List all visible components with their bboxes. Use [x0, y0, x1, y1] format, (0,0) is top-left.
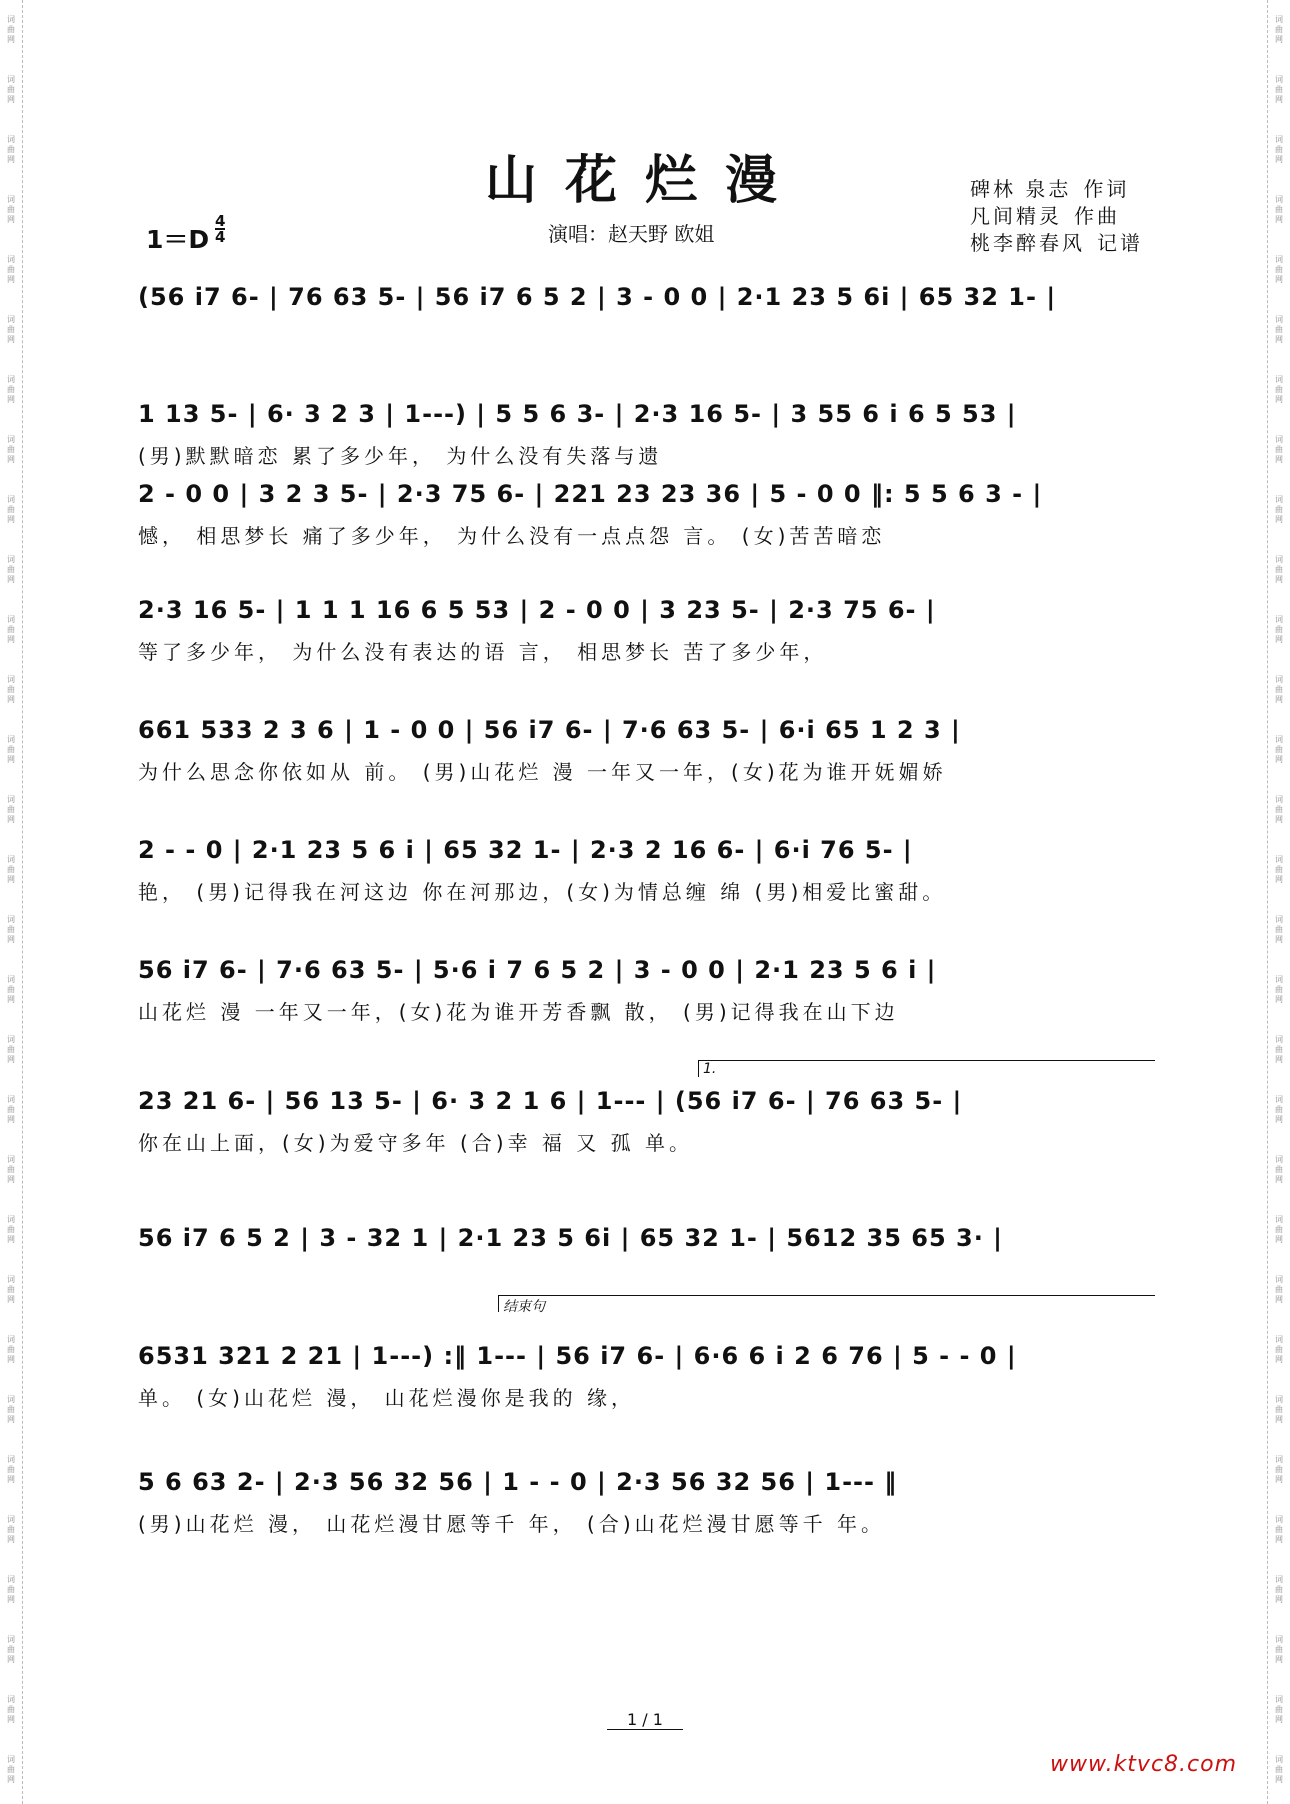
watermark-text: 词 曲 网 — [1275, 855, 1283, 884]
right-watermark-strip — [1267, 0, 1290, 1804]
watermark-text: 词 曲 网 — [7, 135, 15, 164]
lyric-line: 艳， (男)记得我在河这边 你在河那边，(女)为情总缠 绵 (男)相爱比蜜甜。 — [138, 880, 947, 904]
notation-line: 2 - - 0 | 2·1 23 5 6 i | 65 32 1- | 2·3 2 16 6- | 6·i 76 5- | — [138, 836, 913, 864]
watermark-text: 词 曲 网 — [1275, 1695, 1283, 1724]
watermark-text: 词 曲 网 — [7, 1575, 15, 1604]
watermark-text: 词 曲 网 — [1275, 1515, 1283, 1544]
lyric-line: (男)默默暗恋 累了多少年， 为什么没有失落与遗 — [138, 444, 663, 468]
watermark-text: 词 曲 网 — [7, 1275, 15, 1304]
watermark-text: 词 曲 网 — [7, 1755, 15, 1784]
singer-line: 演唱：赵天野 欧姐 — [548, 222, 715, 246]
watermark-text: 词 曲 网 — [1275, 735, 1283, 764]
lyric-line: 你在山上面，(女)为爱守多年 (合)幸 福 又 孤 单。 — [138, 1131, 693, 1155]
composer-role: 作曲 — [1074, 204, 1120, 228]
watermark-text: 词 曲 网 — [1275, 1335, 1283, 1364]
watermark-text: 词 曲 网 — [1275, 75, 1283, 104]
volta-1: 1. — [698, 1060, 1155, 1077]
notation-line: 56 i7 6- | 7·6 63 5- | 5·6 i 7 6 5 2 | 3 - 0 0 | 2·1 23 5 6 i | — [138, 956, 937, 984]
watermark-text: 词 曲 网 — [1275, 315, 1283, 344]
watermark-text: 词 曲 网 — [7, 675, 15, 704]
transcriber-role: 记谱 — [1097, 231, 1143, 255]
watermark-text: 词 曲 网 — [1275, 255, 1283, 284]
watermark-text: 词 曲 网 — [7, 1455, 15, 1484]
lyric-line: 等了多少年， 为什么没有表达的语 言， 相思梦长 苦了多少年， — [138, 640, 828, 664]
watermark-text: 词 曲 网 — [1275, 135, 1283, 164]
watermark-text: 词 曲 网 — [7, 435, 15, 464]
watermark-text: 词 曲 网 — [7, 795, 15, 824]
credits — [970, 176, 1143, 257]
watermark-text: 词 曲 网 — [1275, 1095, 1283, 1124]
watermark-text: 词 曲 网 — [1275, 375, 1283, 404]
watermark-text: 词 曲 网 — [7, 75, 15, 104]
watermark-text: 词 曲 网 — [7, 615, 15, 644]
notation-line: 661 533 2 3 6 | 1 - 0 0 | 56 i7 6- | 7·6 63 5- | 6·i 65 1 2 3 | — [138, 716, 961, 744]
watermark-text: 词 曲 网 — [7, 1515, 15, 1544]
watermark-text: 词 曲 网 — [7, 1695, 15, 1724]
notation-line: 5 6 63 2- | 2·3 56 32 56 | 1 - - 0 | 2·3 56 32 56 | 1--- ‖ — [138, 1468, 898, 1496]
site-watermark: www.ktvc8.com — [1050, 1752, 1238, 1777]
watermark-text: 词 曲 网 — [7, 1095, 15, 1124]
watermark-text: 词 曲 网 — [7, 555, 15, 584]
composer-name: 凡间精灵 — [970, 204, 1062, 228]
time-signature — [215, 214, 225, 244]
watermark-text: 词 曲 网 — [7, 855, 15, 884]
watermark-text: 词 曲 网 — [7, 735, 15, 764]
watermark-text: 词 曲 网 — [7, 1335, 15, 1364]
left-watermark-strip — [0, 0, 23, 1804]
watermark-text: 词 曲 网 — [7, 975, 15, 1004]
watermark-text: 词 曲 网 — [7, 15, 15, 44]
watermark-text: 词 曲 网 — [1275, 1275, 1283, 1304]
watermark-text: 词 曲 网 — [7, 1395, 15, 1424]
watermark-text: 词 曲 网 — [1275, 1215, 1283, 1244]
watermark-text: 词 曲 网 — [7, 255, 15, 284]
lyric-line: 为什么思念你依如从 前。 (男)山花烂 漫 一年又一年，(女)花为谁开妩媚娇 — [138, 760, 947, 784]
watermark-text: 词 曲 网 — [1275, 675, 1283, 704]
lyric-line: 憾， 相思梦长 痛了多少年， 为什么没有一点点怨 言。 (女)苦苦暗恋 — [138, 524, 886, 548]
credit-transcriber — [970, 230, 1143, 257]
lyric-line: 山花烂 漫 一年又一年，(女)花为谁开芳香飘 散， (男)记得我在山下边 — [138, 1000, 899, 1024]
key-signature: 1＝D — [146, 225, 210, 254]
lyric-line: 单。 (女)山花烂 漫， 山花烂漫你是我的 缘， — [138, 1386, 636, 1410]
watermark-text: 词 曲 网 — [7, 375, 15, 404]
watermark-text: 词 曲 网 — [1275, 1035, 1283, 1064]
notation-line: (56 i7 6- | 76 63 5- | 56 i7 6 5 2 | 3 - 0 0 | 2·1 23 5 6i | 65 32 1- | — [138, 283, 1057, 311]
watermark-text: 词 曲 网 — [1275, 555, 1283, 584]
lyricist-name: 碑林 泉志 — [970, 177, 1072, 201]
notation-line: 2·3 16 5- | 1 1 1 16 6 5 53 | 2 - 0 0 | 3 23 5- | 2·3 75 6- | — [138, 596, 936, 624]
watermark-text: 词 曲 网 — [1275, 495, 1283, 524]
notation-line: 6531 321 2 21 | 1---) :‖ 1--- | 56 i7 6- | 6·6 6 i 2 6 76 | 5 - - 0 | — [138, 1342, 1017, 1370]
watermark-text: 词 曲 网 — [7, 1155, 15, 1184]
notation-line: 23 21 6- | 56 13 5- | 6· 3 2 1 6 | 1--- | (56 i7 6- | 76 63 5- | — [138, 1087, 963, 1115]
ending-label: 结束句 — [498, 1295, 1155, 1312]
transcriber-name: 桃李醉春风 — [970, 231, 1085, 255]
page-number — [0, 1710, 1290, 1729]
watermark-text: 词 曲 网 — [1275, 615, 1283, 644]
lyric-line: (男)山花烂 漫， 山花烂漫甘愿等千 年， (合)山花烂漫甘愿等千 年。 — [138, 1512, 885, 1536]
watermark-text: 词 曲 网 — [1275, 915, 1283, 944]
watermark-text: 词 曲 网 — [1275, 1395, 1283, 1424]
watermark-text: 词 曲 网 — [7, 195, 15, 224]
watermark-text: 词 曲 网 — [7, 1215, 15, 1244]
watermark-text: 词 曲 网 — [7, 915, 15, 944]
watermark-text: 词 曲 网 — [1275, 1575, 1283, 1604]
notation-line: 1 13 5- | 6· 3 2 3 | 1---) | 5 5 6 3- | 2·3 16 5- | 3 55 6 i 6 5 53 | — [138, 400, 1017, 428]
watermark-text: 词 曲 网 — [1275, 1455, 1283, 1484]
lyricist-role: 作词 — [1083, 177, 1130, 201]
notation-line: 56 i7 6 5 2 | 3 - 32 1 | 2·1 23 5 6i | 65 32 1- | 5612 35 65 3· | — [138, 1224, 1003, 1252]
watermark-text: 词 曲 网 — [1275, 435, 1283, 464]
time-signature-bottom: 4 — [215, 228, 226, 246]
watermark-text: 词 曲 网 — [1275, 15, 1283, 44]
watermark-text: 词 曲 网 — [1275, 1155, 1283, 1184]
watermark-text: 词 曲 网 — [1275, 1755, 1283, 1784]
watermark-text: 词 曲 网 — [1275, 795, 1283, 824]
page-number-text: 1 / 1 — [607, 1710, 683, 1730]
watermark-text: 词 曲 网 — [1275, 975, 1283, 1004]
credit-lyricist — [970, 176, 1143, 203]
watermark-text: 词 曲 网 — [7, 1635, 15, 1664]
watermark-text: 词 曲 网 — [1275, 195, 1283, 224]
time-signature-top: 4 — [215, 212, 226, 230]
watermark-text: 词 曲 网 — [7, 315, 15, 344]
watermark-text: 词 曲 网 — [1275, 1635, 1283, 1664]
credit-composer — [970, 203, 1143, 230]
song-title: 山花烂漫 — [484, 150, 805, 211]
watermark-text: 词 曲 网 — [7, 495, 15, 524]
watermark-text: 词 曲 网 — [7, 1035, 15, 1064]
notation-line: 2 - 0 0 | 3 2 3 5- | 2·3 75 6- | 221 23 23 36 | 5 - 0 0 ‖: 5 5 6 3 - | — [138, 480, 1043, 508]
